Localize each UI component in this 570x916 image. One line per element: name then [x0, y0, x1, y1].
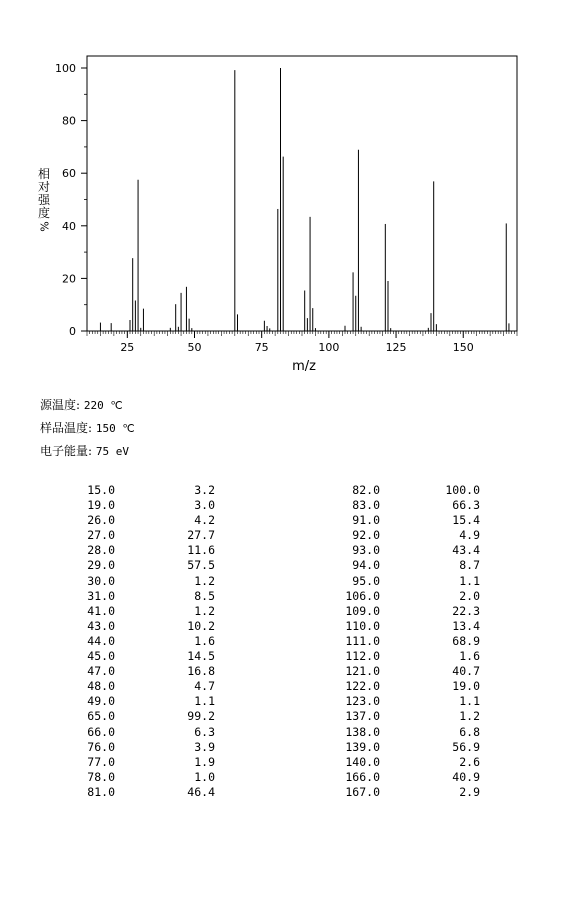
intensity-value: 1.0	[194, 769, 215, 784]
x-tick-label: 50	[187, 341, 202, 354]
electron-energy	[40, 442, 129, 459]
mz-value: 43.0	[87, 618, 115, 633]
mz-value: 31.0	[87, 588, 115, 603]
intensity-value: 6.8	[459, 724, 480, 739]
table-row	[35, 725, 215, 740]
intensity-value: 57.5	[187, 558, 215, 573]
intensity-value: 16.8	[187, 664, 215, 679]
y-tick-label: 40	[62, 219, 76, 233]
mz-value: 19.0	[87, 498, 115, 513]
y-axis-label-char: 强	[37, 193, 50, 207]
mz-value: 49.0	[87, 694, 115, 709]
table-row	[300, 740, 480, 755]
intensity-value: 4.2	[194, 513, 215, 528]
table-row	[300, 498, 480, 513]
table-row	[300, 619, 480, 634]
table-row	[35, 604, 215, 619]
table-row	[300, 679, 480, 694]
table-row	[300, 589, 480, 604]
electron-energy-label: 电子能量:	[40, 444, 93, 458]
table-row	[35, 740, 215, 755]
intensity-value: 66.3	[452, 498, 480, 513]
intensity-value: 10.2	[187, 618, 215, 633]
x-tick-label: 75	[254, 341, 269, 354]
intensity-value: 13.4	[452, 618, 480, 633]
y-axis-label-char: 对	[37, 180, 50, 194]
intensity-value: 15.4	[452, 513, 480, 528]
y-axis	[55, 62, 87, 338]
sample-temperature-value: 150 ℃	[95, 422, 135, 435]
intensity-value: 1.1	[459, 694, 480, 709]
mz-value: 93.0	[352, 543, 380, 558]
table-row	[300, 483, 480, 498]
mz-value: 111.0	[345, 633, 380, 648]
table-row	[35, 619, 215, 634]
mz-value: 47.0	[87, 664, 115, 679]
intensity-value: 56.9	[452, 739, 480, 754]
intensity-value: 8.7	[459, 558, 480, 573]
table-row	[35, 543, 215, 558]
table-row	[35, 634, 215, 649]
intensity-value: 4.7	[194, 679, 215, 694]
intensity-value: 1.2	[194, 603, 215, 618]
intensity-value: 99.2	[187, 709, 215, 724]
mz-value: 94.0	[352, 558, 380, 573]
intensity-value: 19.0	[452, 679, 480, 694]
intensity-value: 6.3	[194, 724, 215, 739]
mz-value: 95.0	[352, 573, 380, 588]
peak-table-right	[300, 483, 480, 800]
mz-value: 137.0	[345, 709, 380, 724]
mz-value: 28.0	[87, 543, 115, 558]
intensity-value: 3.9	[194, 739, 215, 754]
intensity-value: 43.4	[452, 543, 480, 558]
mz-value: 138.0	[345, 724, 380, 739]
table-row	[300, 513, 480, 528]
mz-value: 45.0	[87, 649, 115, 664]
mz-value: 44.0	[87, 633, 115, 648]
intensity-value: 100.0	[445, 483, 480, 497]
intensity-value: 8.5	[194, 588, 215, 603]
y-tick-label: 60	[62, 167, 76, 181]
table-row	[300, 558, 480, 573]
intensity-value: 4.9	[459, 528, 480, 543]
x-tick-label: 125	[385, 341, 407, 354]
table-row	[300, 709, 480, 724]
electron-energy-value: 75 eV	[95, 445, 129, 458]
intensity-value: 22.3	[452, 603, 480, 618]
peak-table-left	[35, 483, 215, 800]
source-temperature-label: 源温度:	[40, 398, 81, 412]
intensity-value: 68.9	[452, 633, 480, 648]
mz-value: 48.0	[87, 679, 115, 694]
table-row	[300, 725, 480, 740]
table-row	[35, 649, 215, 664]
intensity-value: 46.4	[187, 784, 215, 799]
y-axis-label	[37, 168, 51, 233]
mz-value: 110.0	[345, 618, 380, 633]
table-row	[35, 483, 215, 498]
table-row	[300, 785, 480, 800]
y-tick-label: 80	[62, 114, 76, 128]
y-axis-label-char: 相	[37, 167, 50, 181]
x-axis-label: m/z	[292, 359, 316, 374]
table-row	[300, 694, 480, 709]
mz-value: 77.0	[87, 754, 115, 769]
mz-value: 122.0	[345, 679, 380, 694]
table-row	[300, 574, 480, 589]
y-axis-label-char: 度	[37, 206, 50, 220]
table-row	[300, 543, 480, 558]
mz-value: 76.0	[87, 739, 115, 754]
mz-value: 121.0	[345, 664, 380, 679]
intensity-value: 2.6	[459, 754, 480, 769]
mz-value: 83.0	[352, 498, 380, 513]
mz-value: 166.0	[345, 769, 380, 784]
table-row	[300, 649, 480, 664]
mz-value: 92.0	[352, 528, 380, 543]
table-row	[300, 664, 480, 679]
mz-value: 30.0	[87, 573, 115, 588]
mz-value: 82.0	[352, 483, 380, 497]
mz-value: 15.0	[87, 483, 115, 497]
table-row	[300, 634, 480, 649]
intensity-value: 2.9	[459, 784, 480, 799]
table-row	[35, 558, 215, 573]
table-row	[300, 755, 480, 770]
table-row	[300, 604, 480, 619]
mz-value: 81.0	[87, 784, 115, 799]
x-tick-label: 100	[318, 341, 340, 354]
x-minor-ticks	[87, 331, 517, 336]
intensity-value: 1.6	[194, 633, 215, 648]
mz-value: 139.0	[345, 739, 380, 754]
mz-value: 29.0	[87, 558, 115, 573]
mz-value: 26.0	[87, 513, 115, 528]
x-axis	[120, 331, 473, 354]
table-row	[300, 528, 480, 543]
table-row	[35, 679, 215, 694]
y-tick-label: 0	[69, 325, 76, 338]
table-row	[35, 770, 215, 785]
intensity-value: 1.9	[194, 754, 215, 769]
sample-temperature-label: 样品温度:	[40, 421, 93, 435]
intensity-value: 3.2	[194, 483, 215, 497]
intensity-value: 2.0	[459, 588, 480, 603]
plot-border	[87, 56, 517, 331]
table-row	[35, 709, 215, 724]
intensity-value: 3.0	[194, 498, 215, 513]
table-row	[35, 755, 215, 770]
intensity-value: 40.7	[452, 664, 480, 679]
intensity-value: 1.6	[459, 649, 480, 664]
source-temperature-value: 220 ℃	[83, 399, 123, 412]
intensity-value: 14.5	[187, 649, 215, 664]
mz-value: 140.0	[345, 754, 380, 769]
intensity-value: 1.2	[194, 573, 215, 588]
mz-value: 91.0	[352, 513, 380, 528]
mass-spectrum-chart	[0, 0, 570, 380]
table-row	[35, 498, 215, 513]
mz-value: 66.0	[87, 724, 115, 739]
mz-value: 65.0	[87, 709, 115, 724]
x-tick-label: 25	[120, 341, 135, 354]
plot-frame	[87, 56, 517, 331]
table-row	[35, 785, 215, 800]
table-row	[35, 664, 215, 679]
mz-value: 41.0	[87, 603, 115, 618]
source-temperature	[40, 396, 123, 413]
intensity-value: 27.7	[187, 528, 215, 543]
mz-value: 78.0	[87, 769, 115, 784]
table-row	[35, 694, 215, 709]
table-row	[35, 574, 215, 589]
table-row	[35, 528, 215, 543]
table-row	[35, 589, 215, 604]
mz-value: 106.0	[345, 588, 380, 603]
table-row	[300, 770, 480, 785]
peaks	[100, 68, 509, 331]
intensity-value: 1.1	[194, 694, 215, 709]
mz-value: 112.0	[345, 649, 380, 664]
table-row	[35, 513, 215, 528]
mz-value: 123.0	[345, 694, 380, 709]
intensity-value: 11.6	[187, 543, 215, 558]
mz-value: 27.0	[87, 528, 115, 543]
y-tick-label: 20	[62, 272, 76, 286]
y-axis-label-char: %	[37, 221, 51, 232]
sample-temperature	[40, 419, 135, 436]
mz-value: 109.0	[345, 603, 380, 618]
x-tick-label: 150	[452, 341, 474, 354]
intensity-value: 1.2	[459, 709, 480, 724]
mz-value: 167.0	[345, 784, 380, 799]
intensity-value: 40.9	[452, 769, 480, 784]
intensity-value: 1.1	[459, 573, 480, 588]
y-tick-label: 100	[55, 62, 76, 75]
